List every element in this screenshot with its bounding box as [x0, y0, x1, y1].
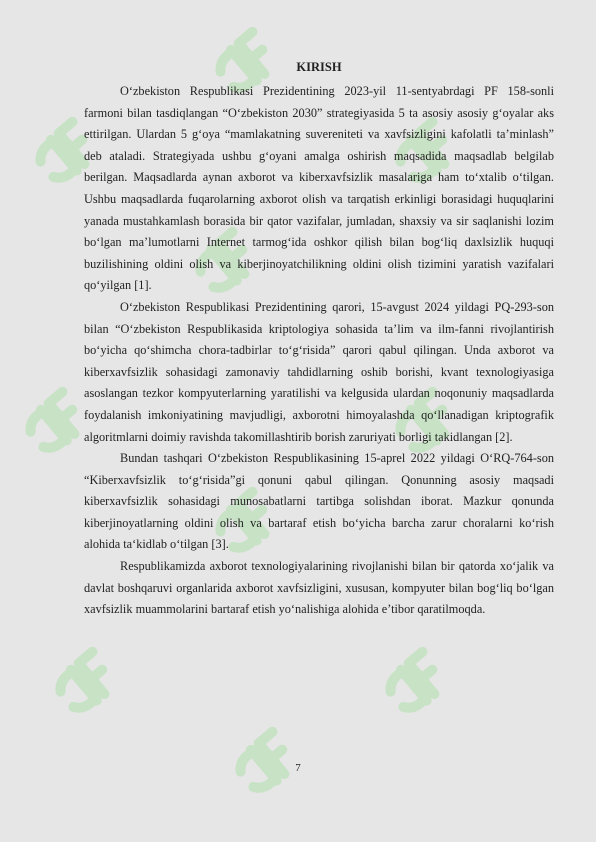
publisher-logo-watermark — [24, 392, 88, 455]
paragraph-2: O‘zbekiston Respublikasi Prezidentining qarori, 15-avgust 2024 yildagi PQ-293-son bilan “O‘zbekiston Respublikasida kriptologiya sohasida ta’lim va ilm-fanni rivojlantirish bo‘yicha qo‘shimcha chora-tadbirlar to‘g‘risida” qarori qabul qilingan. Unda axborot va kiberxavfsizlik sohasidagi zamonaviy tahdidlarning oshib borishi, kvant texnologiyasiga asoslangan tezkor kompyuterlarning yaratilishi va kelgusida ulardan noqonuniy maqsadlarda foydalanish imkoniyatining mavjudligi, axborotni himoyalashda qo‘llanadigan kriptografik algoritmlarni doimiy ravishda takomillashtirib borish zaruriyati borligi takidlangan [2]. — [84, 299, 554, 444]
publisher-logo-watermark — [384, 652, 448, 715]
section-title: KIRISH — [296, 60, 342, 74]
document-body — [84, 56, 554, 621]
paragraph-1: O‘zbekiston Respublikasi Prezidentining 2023-yil 11-sentyabrdagi PF 158-sonli farmoni bilan tasdiqlangan “O‘zbekiston 2030” strategiyasida 5 ta asosiy asosiy g‘oyalar aks ettirilgan. Ulardan 5 g‘oya “mamlakatning suvereniteti va xavfsizligini kafolatli ta’minlash” deb ataladi. Strategiyada ushbu g‘oyani amalga oshirish maqsadida maqsadlab belgilab berilgan. Maqsadlarda aynan axborot va kiberxavfsizlik masalariga ham to‘xtalib o‘tilgan. Ushbu maqsadlarda fuqarolarning axborot olish va tarqatish erkinligi borasidagi huquqlarini yanada mustahkamlash borasida bir qator vazifalar, jumladan, shaxsiy va sir saqlanishi lozim bo‘lgan ma’lumotlarni Internet tarmog‘ida oshkor qilish bilan bog‘liq daxlsizlik huquqi buzilishining oldini olish va kiberjinoyatchilikning oldini olish tizimini yaratish vazifalari qo‘yilgan [1]. — [84, 84, 554, 293]
paragraph-3: Bundan tashqari O‘zbekiston Respublikasining 15-aprel 2022 yildagi O‘RQ-764-son “Kiberxavfsizlik to‘g‘risida”gi qonuni qabul qilingan. Qonunning asosiy maqsadi kiberxavfsizlik sohasidagi munosabatlarni tartibga solishdan iborat. Mazkur qonunda kiberjinoyatlarning oldini olish va bartaraf etish bo‘yicha barcha zarur choralarni ko‘rish alohida ta‘kidlab o‘tilgan [3]. — [84, 451, 554, 552]
publisher-logo-watermark — [54, 652, 118, 715]
paragraph-4: Respublikamizda axborot texnologiyalarining rivojlanishi bilan bir qatorda xo‘jalik va davlat boshqaruvi organlarida axborot xavfsizligini, xususan, kompyuter bilan bog‘liq bo‘lgan xavfsizlik muammolarini bartaraf etish yo‘nalishiga alohida e’tibor qaratilmoqda. — [84, 559, 554, 617]
page-number: 7 — [295, 762, 301, 774]
